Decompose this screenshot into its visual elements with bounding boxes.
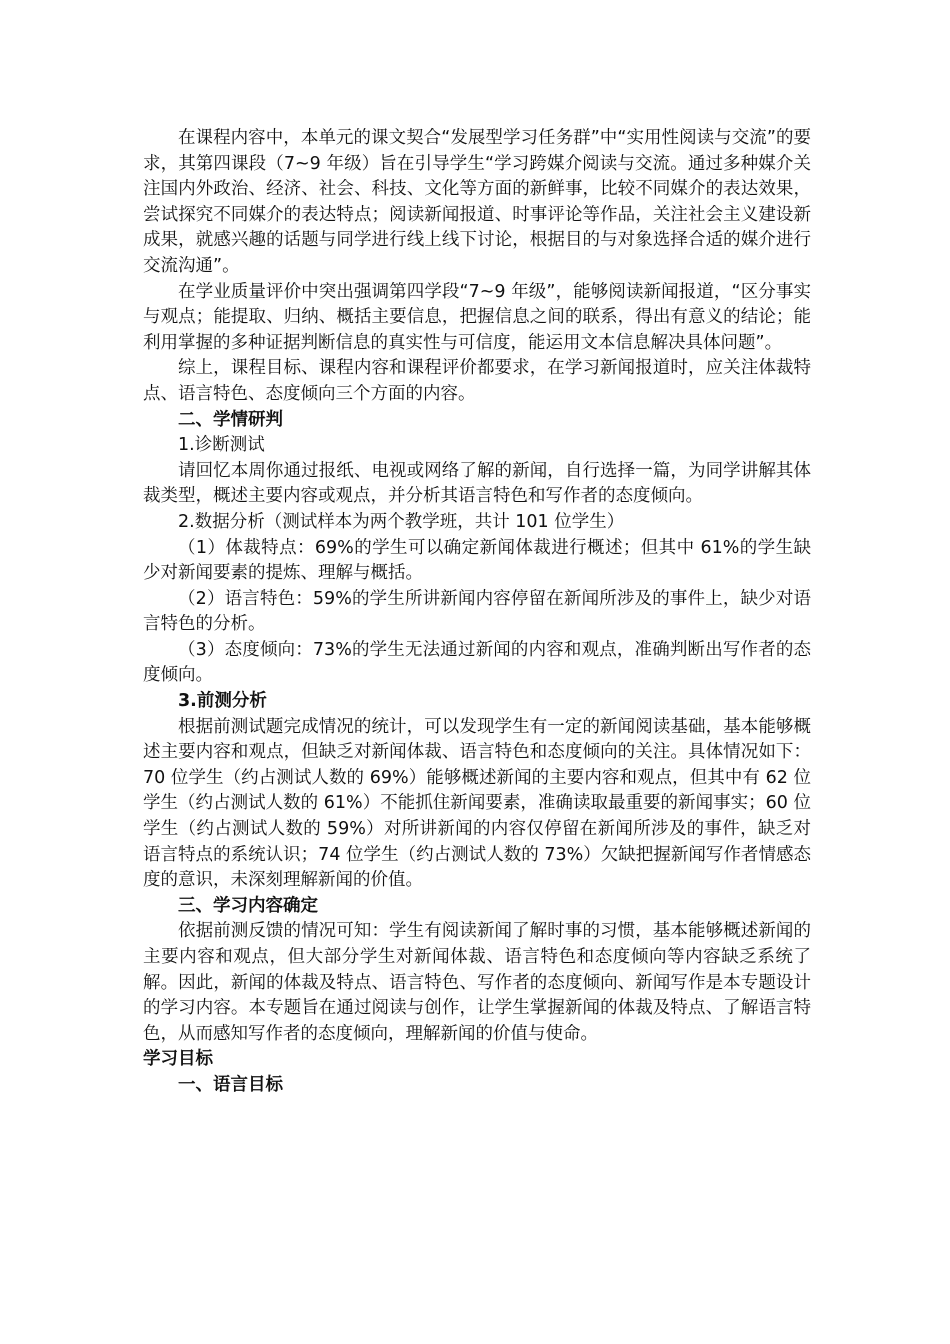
subheading-diagnostic-test: 1.诊断测试 xyxy=(178,435,265,456)
heading-student-analysis: 二、学情研判 xyxy=(178,409,283,430)
paragraph-diagnostic-task: 请回忆本周你通过报纸、电视或网络了解的新闻，自行选择一篇，为同学讲解其体裁类型，概述主要内容或观点，并分析其语言特色和写作者的态度倾向。 xyxy=(143,460,811,507)
list-item-genre: （1）体裁特点：69%的学生可以确定新闻体裁进行概述；但其中 61%的学生缺少对新闻要素的提炼、理解与概括。 xyxy=(143,537,811,584)
document-page xyxy=(143,126,811,1099)
heading-content-determination: 三、学习内容确定 xyxy=(178,895,318,916)
paragraph-quality-evaluation: 在学业质量评价中突出强调第四学段“7~9 年级”，能够阅读新闻报道，“区分事实与观点；能提取、归纳、概括主要信息，把握信息之间的联系，得出有意义的结论；能利用掌握的多种证据判断信息的真实性与可信度，能运用文本信息解决具体问题”。 xyxy=(143,281,811,353)
paragraph-content-determination: 依据前测反馈的情况可知：学生有阅读新闻了解时事的习惯，基本能够概述新闻的主要内容和观点，但大部分学生对新闻体裁、语言特色和态度倾向等内容缺乏系统了解。因此，新闻的体裁及特点、语言特色、写作者的态度倾向、新闻写作是本专题设计的学习内容。本专题旨在通过阅读与创作，让学生掌握新闻的体裁及特点、了解语言特色，从而感知写作者的态度倾向，理解新闻的价值与使命。 xyxy=(143,921,811,1044)
list-item-attitude: （3）态度倾向：73%的学生无法通过新闻的内容和观点，准确判断出写作者的态度倾向。 xyxy=(143,639,811,686)
subheading-pretest-analysis: 3.前测分析 xyxy=(178,691,267,712)
list-item-language: （2）语言特色：59%的学生所讲新闻内容停留在新闻所涉及的事件上，缺少对语言特色的分析。 xyxy=(143,588,811,635)
paragraph-summary: 综上，课程目标、课程内容和课程评价都要求，在学习新闻报道时，应关注体裁特点、语言特色、态度倾向三个方面的内容。 xyxy=(143,358,811,404)
paragraph-pretest-details: 根据前测试题完成情况的统计，可以发现学生有一定的新闻阅读基础，基本能够概述主要内容和观点，但缺乏对新闻体裁、语言特色和态度倾向的关注。具体情况如下：70 位学生（约占测试人数的 69%）能够概述新闻的主要内容和观点，但其中有 62 位学生（约占测试人数的 61%）不能抓住新闻要素，准确读取最重要的新闻事实；60 位学生（约占测试人数的 59%）对所讲新闻的内容仅停留在新闻所涉及的事件，缺乏对语言特点的系统认识；74 位学生（约占测试人数的 73%）欠缺把握新闻写作者情感态度的意识，未深刻理解新闻的价值。 xyxy=(143,716,811,891)
subheading-data-analysis: 2.数据分析（测试样本为两个教学班，共计 101 位学生） xyxy=(178,511,625,532)
heading-learning-goals: 学习目标 xyxy=(143,1049,213,1070)
paragraph-curriculum-content: 在课程内容中，本单元的课文契合“发展型学习任务群”中“实用性阅读与交流”的要求，其第四课段（7~9 年级）旨在引导学生“学习跨媒介阅读与交流。通过多种媒介关注国内外政治、经济、社会、科技、文化等方面的新鲜事，比较不同媒介的表达效果，尝试探究不同媒介的表达特点；阅读新闻报道、时事评论等作品，关注社会主义建设新成果，就感兴趣的话题与同学进行线上线下讨论，根据目的与对象选择合适的媒介进行交流沟通”。 xyxy=(143,128,811,276)
heading-language-goals: 一、语言目标 xyxy=(178,1074,283,1095)
